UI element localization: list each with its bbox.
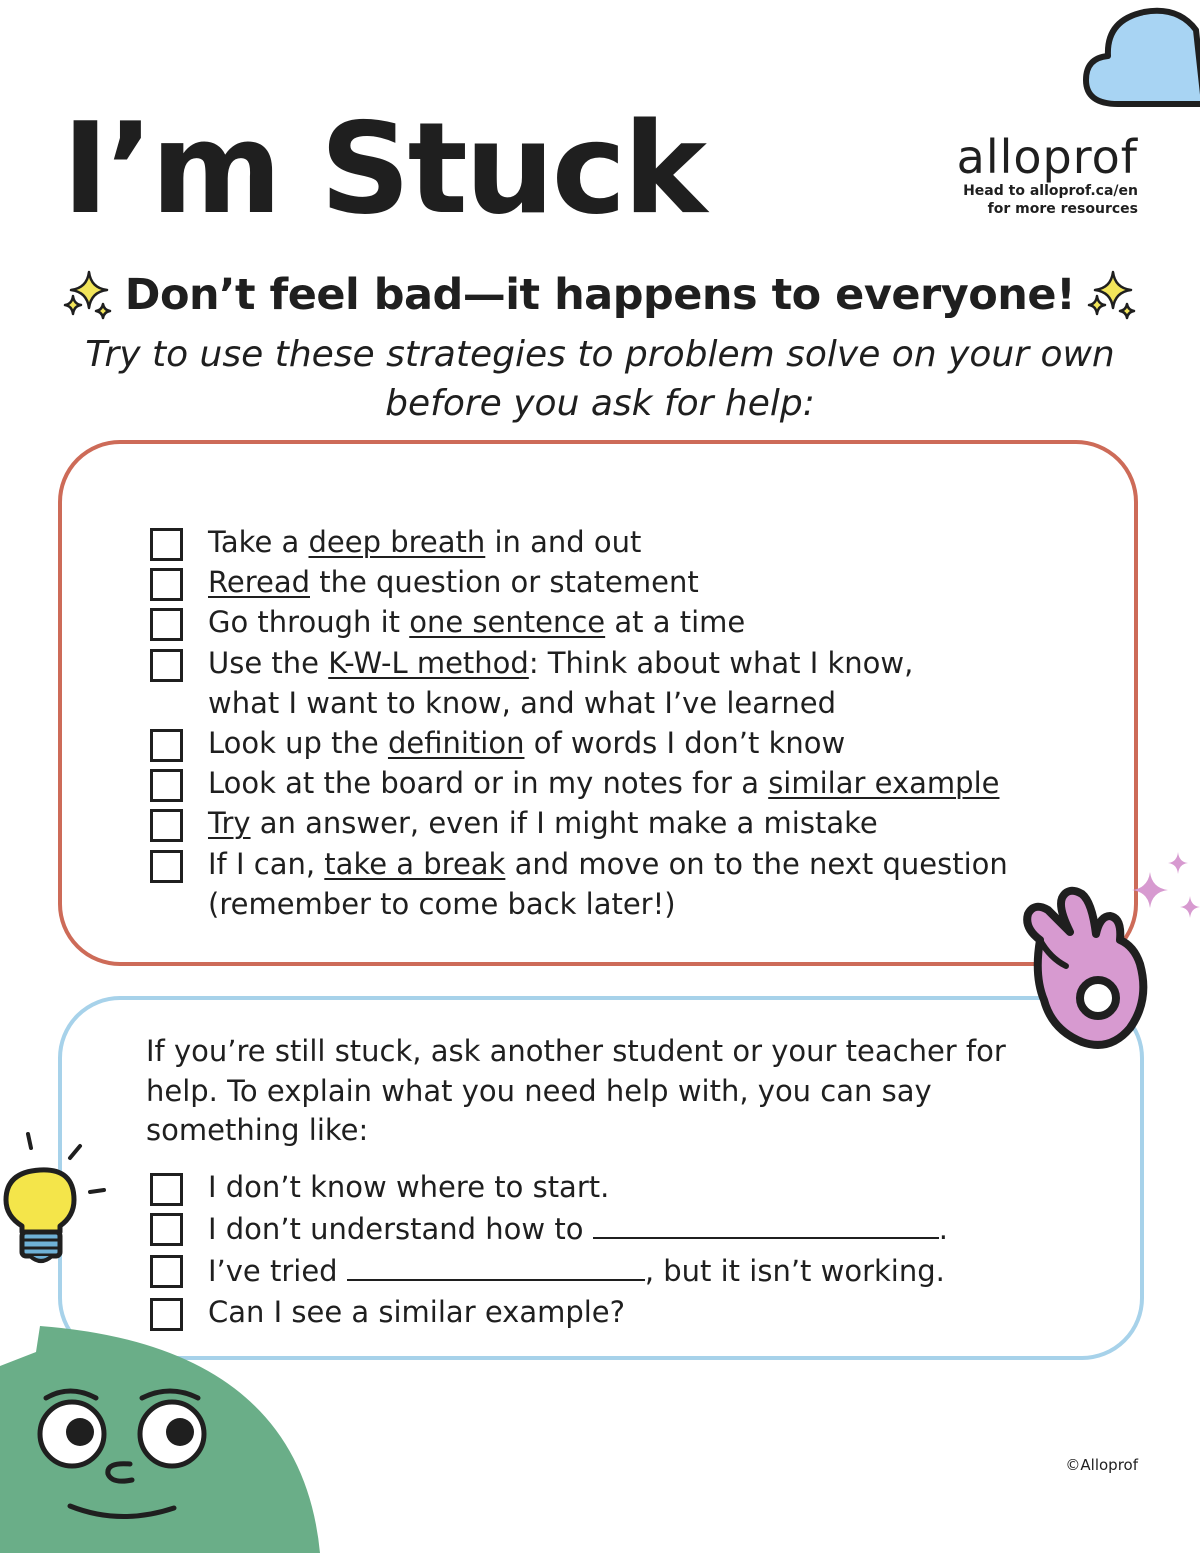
help-intro-line: If you’re still stuck, ask another student or your teacher for [146, 1034, 1006, 1068]
subtitle-row [0, 266, 1200, 324]
checkbox[interactable] [150, 769, 183, 802]
intro-line: Try to use these strategies to problem solve on your own [85, 334, 1115, 375]
lightbulb-icon [0, 1128, 115, 1268]
list-item: Try an answer, even if I might make a mistake [150, 803, 1008, 843]
help-intro-line: help. To explain what you need help with, you can say [146, 1073, 932, 1108]
list-item: Look up the definition of words I don’t know [150, 723, 1008, 763]
ok-hand-icon [1010, 880, 1180, 1060]
strategies-checklist [150, 522, 1008, 924]
intro-line: before you ask for help: [385, 383, 815, 424]
keyword: K-W-L method [328, 645, 529, 680]
keyword: deep breath [308, 525, 486, 559]
help-phrases-checklist [150, 1167, 948, 1332]
keyword: take a break [324, 846, 506, 881]
fill-in-blank[interactable] [347, 1249, 645, 1281]
copyright: ©Alloprof [1065, 1456, 1138, 1474]
list-item: Take a deep breath in and out [150, 522, 1008, 562]
sparkles-icon [59, 266, 117, 324]
page-title: I’m Stuck [62, 95, 705, 242]
fill-in-blank[interactable] [593, 1207, 939, 1239]
cloud-icon [1078, 0, 1200, 112]
list-item: I don’t understand how to . [150, 1207, 948, 1249]
list-item: I’ve tried , but it isn’t working. [150, 1249, 948, 1291]
keyword: one sentence [409, 605, 606, 640]
checkbox[interactable] [150, 528, 183, 561]
list-item: Use the K-W-L method: Think about what I know, what I want to know, and what I’ve learned [150, 643, 1008, 723]
keyword: Reread [208, 565, 310, 600]
subtitle: Don’t feel bad—it happens to everyone! [124, 270, 1076, 320]
brand-block [957, 132, 1138, 218]
checkbox[interactable] [150, 608, 183, 641]
list-item: Go through it one sentence at a time [150, 602, 1008, 642]
checkbox[interactable] [150, 850, 183, 883]
list-item: Can I see a similar example? [150, 1292, 948, 1332]
brand-tagline-line1: Head to alloprof.ca/en [963, 183, 1138, 199]
list-item: Reread the question or statement [150, 562, 1008, 602]
list-item: If I can, take a break and move on to the next question (remember to come back later!) [150, 844, 1008, 924]
checkbox[interactable] [150, 649, 183, 682]
list-item: Look at the board or in my notes for a similar example [150, 763, 1008, 803]
list-item: I don’t know where to start. [150, 1167, 948, 1207]
intro-text [60, 330, 1140, 428]
help-intro [146, 1032, 1046, 1151]
help-intro-line: something like: [146, 1113, 369, 1147]
checkbox[interactable] [150, 729, 183, 762]
mascot-face-icon [0, 1326, 320, 1553]
checkbox[interactable] [150, 1255, 183, 1288]
keyword: Try [208, 806, 251, 841]
keyword: definition [387, 726, 525, 761]
sparkles-icon [1083, 266, 1141, 324]
keyword: similar example [768, 766, 1000, 801]
checkbox[interactable] [150, 1213, 183, 1246]
checkbox[interactable] [150, 1173, 183, 1206]
brand-tagline-line2: for more resources [987, 201, 1138, 217]
brand-logo: alloprof [956, 130, 1138, 184]
checkbox[interactable] [150, 568, 183, 601]
checkbox[interactable] [150, 809, 183, 842]
